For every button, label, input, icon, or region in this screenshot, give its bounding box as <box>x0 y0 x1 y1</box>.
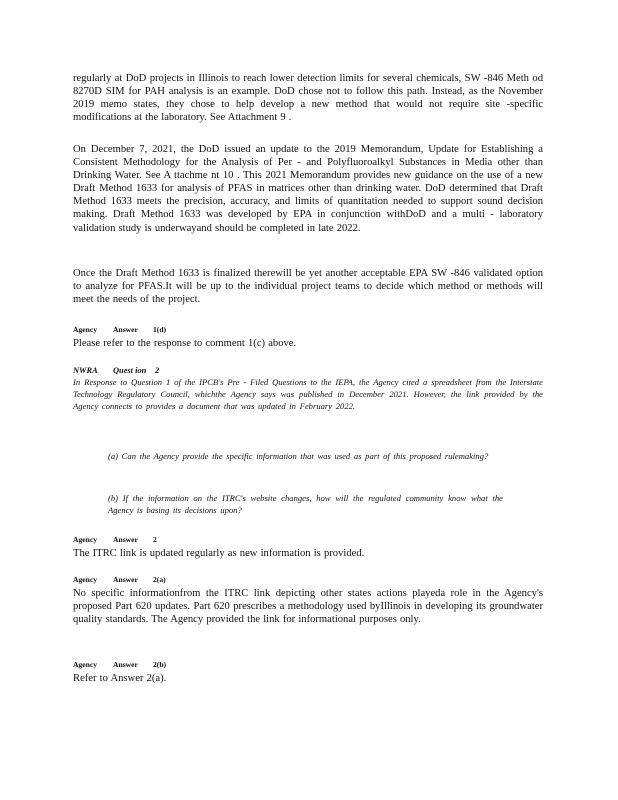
paragraph-2021-update <box>73 143 543 235</box>
paragraph-method-context <box>73 72 543 124</box>
answer-heading: Agency Answer 1(d) <box>73 325 167 334</box>
agency-answer-2a <box>73 575 543 626</box>
answer-heading: Agency Answer 2 <box>73 535 157 544</box>
answer-heading: Agency Answer 2(b) <box>73 660 167 669</box>
paragraph-text: regularly at DoD projects in Illinois to reach lower detection limits for several chemicals, SW -846 Meth od 8270D SIM for PAH analysis is an example. DoD chose not to follow this path. Instead, as the November 2019 memo states, they chose to help develop a new method that would not require site -specific modifications at the laboratory. See Attachment 9 . <box>73 73 543 124</box>
agency-answer-2 <box>73 535 543 560</box>
question-2b <box>108 492 503 516</box>
answer-text: The ITRC link is updated regularly as new information is provided. <box>73 548 365 559</box>
nwra-question-2 <box>73 365 543 413</box>
question-text: (a) Can the Agency provide the specific information that was used as part of this proposed rulemaking? <box>108 451 489 461</box>
question-text: In Response to Question 1 of the IPCB's Pre - Filed Questions to the IEPA, the Agency cited a spreadsheet from the Interstate Technology Regulatory Council, whichthe Agency says was published in December 2021. However, the link provided by the Agency connects to provides a document that was updated in February 2022. <box>73 377 543 412</box>
paragraph-draft-method <box>73 267 543 306</box>
paragraph-text: Once the Draft Method 1633 is finalized therewill be yet another acceptable EPA SW -846 validated option to analyze for PFAS.It will be up to the individual project teams to decide which method or methods will meet the needs of the project. <box>73 268 543 306</box>
question-heading: NWRA Quest ion 2 <box>73 366 160 375</box>
question-text: (b) If the information on the ITRC's website changes, how will the regulated community know what the Agency is basing its decisions upon? <box>108 493 503 516</box>
paragraph-text: On December 7, 2021, the DoD issued an update to the 2019 Memorandum, Update for Establishing a Consistent Methodology for the Analysis of Per - and Polyfluoroalkyl Substances in Media other than Drinking Water. See A ttachme nt 10 . This 2021 Memorandum provides new guidance on the use of a new Draft Method 1633 for analysis of PFAS in matrices other than drinking water. DoD determined that Draft Method 1633 meets the precision, accuracy, and limits of quantitation needed to support sound decision making. Draft Method 1633 was developed by EPA in conjunction withDoD and a multi - laboratory validation study is underwayand should be completed in late 2022. <box>73 144 543 234</box>
answer-text: Please refer to the response to comment 1(c) above. <box>73 338 297 349</box>
agency-answer-2b <box>73 660 543 685</box>
answer-text: Refer to Answer 2(a). <box>73 673 167 684</box>
agency-answer-1d <box>73 325 543 350</box>
answer-heading: Agency Answer 2(a) <box>73 575 166 584</box>
question-2a <box>108 450 503 462</box>
answer-text: No specific informationfrom the ITRC link depicting other states actions playeda role in the Agency's proposed Part 620 updates. Part 620 prescribes a methodology used byIllinois in developing its groundwater quality standards. The Agency provided the link for informational purposes only. <box>73 588 543 626</box>
